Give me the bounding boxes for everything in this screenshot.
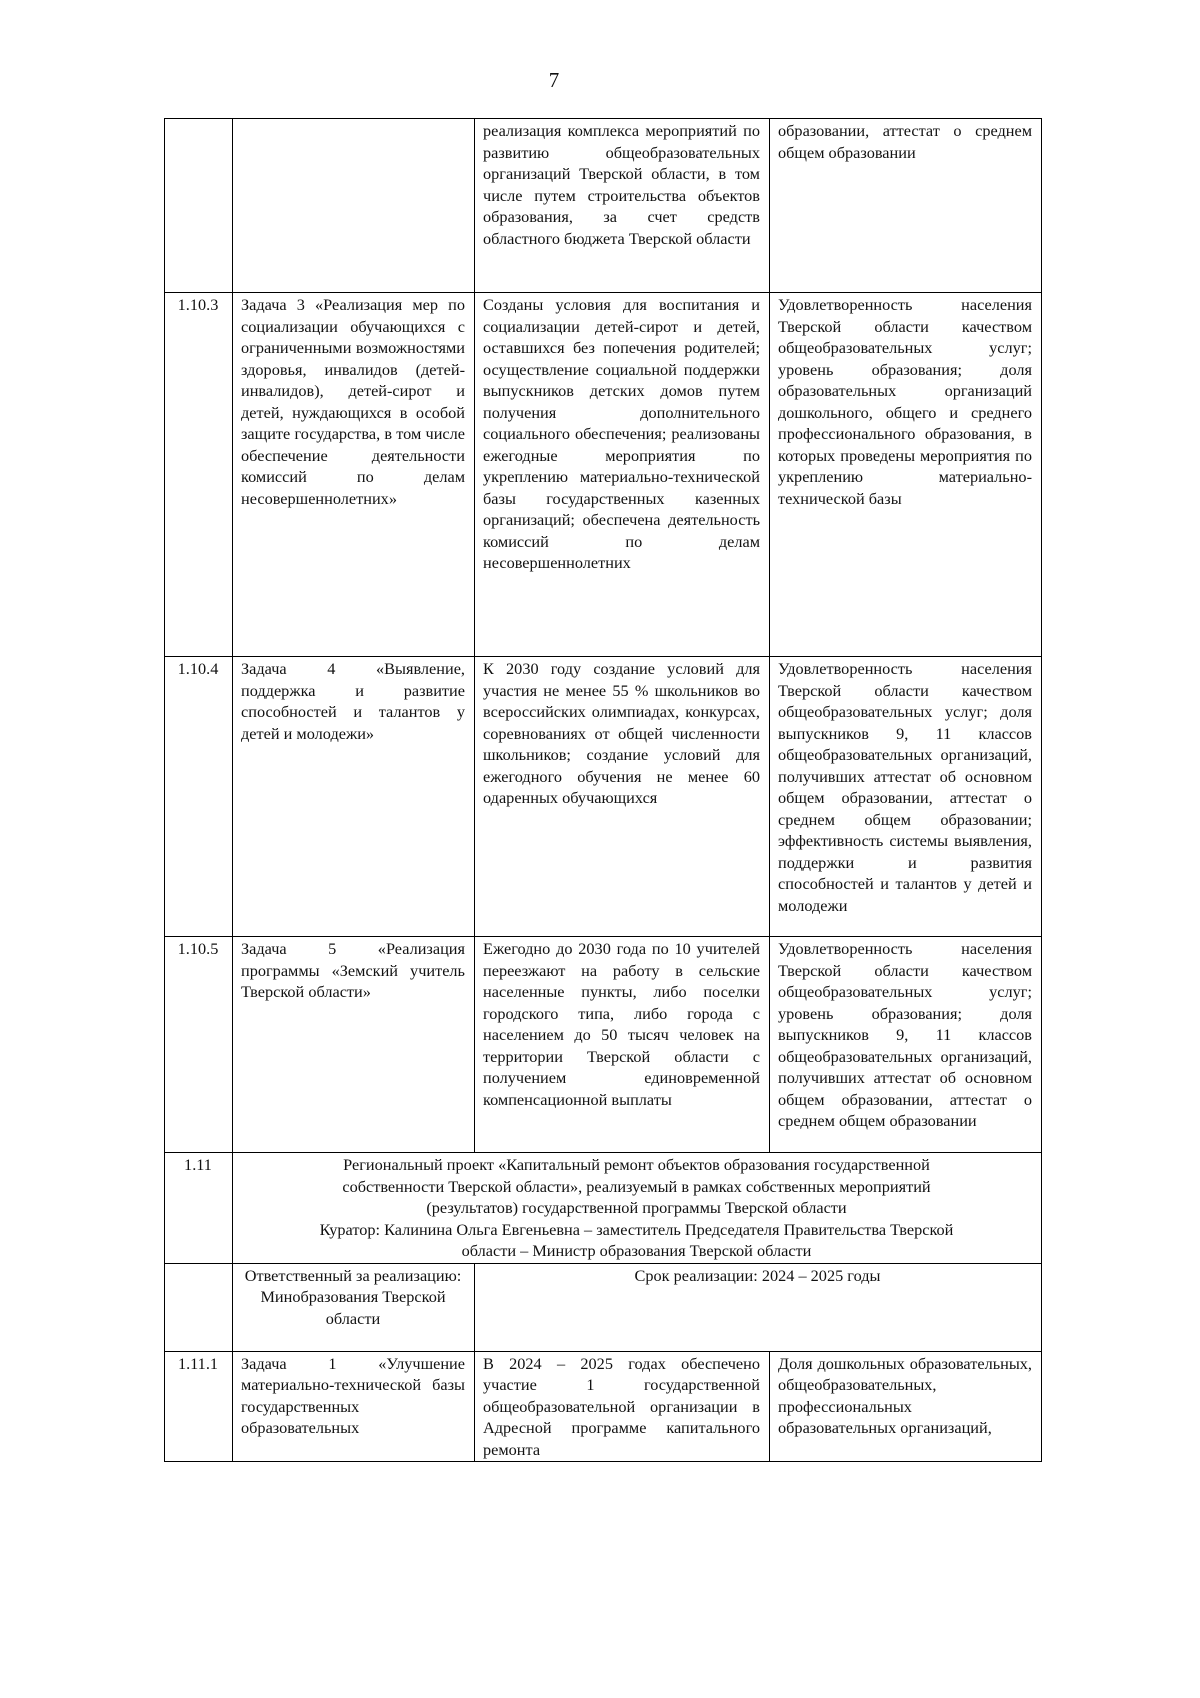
term-cell: Срок реализации: 2024 – 2025 годы bbox=[475, 1263, 1042, 1351]
project-info-row bbox=[165, 1263, 1042, 1351]
indicator-cell: Удовлетворенность населения Тверской области качеством общеобразовательных услуг; доля выпускников 9, 11 классов общеобразовательных организаций, получивших аттестат об основном общем образовании, аттестат о среднем общем образовании; эффективность системы выявления, поддержки и развития способностей и талантов у детей и молодежи bbox=[770, 657, 1042, 937]
result-cell: В 2024 – 2025 годах обеспечено участие 1 государственной общеобразовательной организации в Адресной программе капитального ремонта bbox=[475, 1351, 770, 1462]
row-number bbox=[165, 119, 233, 293]
row-number: 1.10.4 bbox=[165, 657, 233, 937]
project-title-line: Региональный проект «Капитальный ремонт объектов образования государственной bbox=[343, 1155, 930, 1174]
result-cell: реализация комплекса мероприятий по развитию общеобразовательных организаций Тверской области, в том числе путем строительства объектов образования, за счет средств областного бюджета Тверской области bbox=[475, 119, 770, 293]
row-number: 1.10.3 bbox=[165, 293, 233, 657]
result-cell: Ежегодно до 2030 года по 10 учителей переезжают на работу в сельские населенные пункты, либо поселки городского типа, либо города с населением до 50 тысяч человек на территории Тверской области с получением единовременной компенсационной выплаты bbox=[475, 937, 770, 1153]
row-number: 1.10.5 bbox=[165, 937, 233, 1153]
indicator-cell: Удовлетворенность населения Тверской области качеством общеобразовательных услуг; уровень образования; доля образовательных организаций дошкольного, общего и среднего профессионального образования, в которых проведены мероприятия по укреплению материально-технической базы bbox=[770, 293, 1042, 657]
table-row bbox=[165, 657, 1042, 937]
page-number: 7 bbox=[548, 68, 560, 92]
project-title-line: (результатов) государственной программы Тверской области bbox=[426, 1198, 847, 1217]
task-cell bbox=[233, 119, 475, 293]
project-curator-line: Куратор: Калинина Ольга Евгеньевна – заместитель Председателя Правительства Тверской bbox=[319, 1219, 954, 1239]
empty-cell bbox=[165, 1263, 233, 1351]
indicator-cell: Удовлетворенность населения Тверской области качеством общеобразовательных услуг; уровень образования; доля выпускников 9, 11 классов общеобразовательных организаций, получивших аттестат об основном общем образовании, аттестат о среднем общем образовании bbox=[770, 937, 1042, 1153]
task-cell: Задача 4 «Выявление, поддержка и развитие способностей и талантов у детей и молодежи» bbox=[233, 657, 475, 937]
table-row bbox=[165, 293, 1042, 657]
project-header-row bbox=[165, 1153, 1042, 1264]
task-cell: Задача 5 «Реализация программы «Земский учитель Тверской области» bbox=[233, 937, 475, 1153]
responsible-cell: Ответственный за реализацию: Минобразования Тверской области bbox=[233, 1263, 475, 1351]
document-table bbox=[164, 118, 1042, 1462]
table-row bbox=[165, 937, 1042, 1153]
project-curator-line: области – Министр образования Тверской области bbox=[461, 1241, 812, 1260]
task-cell: Задача 1 «Улучшение материально-технической базы государственных образовательных bbox=[233, 1351, 475, 1462]
indicator-cell: образовании, аттестат о среднем общем образовании bbox=[770, 119, 1042, 293]
project-number: 1.11 bbox=[165, 1153, 233, 1264]
result-cell: Созданы условия для воспитания и социализации детей-сирот и детей, оставшихся без попечения родителей; осуществление социальной поддержки выпускников детских домов путем получения дополнительного социального обеспечения; реализованы ежегодные мероприятия по укреплению материально-технической базы государственных казенных организаций; обеспечена деятельность комиссий по делам несовершеннолетних bbox=[475, 293, 770, 657]
table-row bbox=[165, 119, 1042, 293]
project-title bbox=[233, 1153, 1042, 1264]
table-row bbox=[165, 1351, 1042, 1462]
project-title-line: собственности Тверской области», реализуемый в рамках собственных мероприятий bbox=[342, 1176, 931, 1196]
task-cell: Задача 3 «Реализация мер по социализации обучающихся с ограниченными возможностями здоровья, инвалидов (детей-инвалидов), детей-сирот и детей, нуждающихся в особой защите государства, в том числе обеспечение деятельности комиссий по делам несовершеннолетних» bbox=[233, 293, 475, 657]
result-cell: К 2030 году создание условий для участия не менее 55 % школьников во всероссийских олимпиадах, конкурсах, соревнованиях от общей численности школьников; создание условий для ежегодного обучения не менее 60 одаренных обучающихся bbox=[475, 657, 770, 937]
row-number: 1.11.1 bbox=[165, 1351, 233, 1462]
indicator-cell: Доля дошкольных образовательных, общеобразовательных, профессиональных образовательных организаций, bbox=[770, 1351, 1042, 1462]
